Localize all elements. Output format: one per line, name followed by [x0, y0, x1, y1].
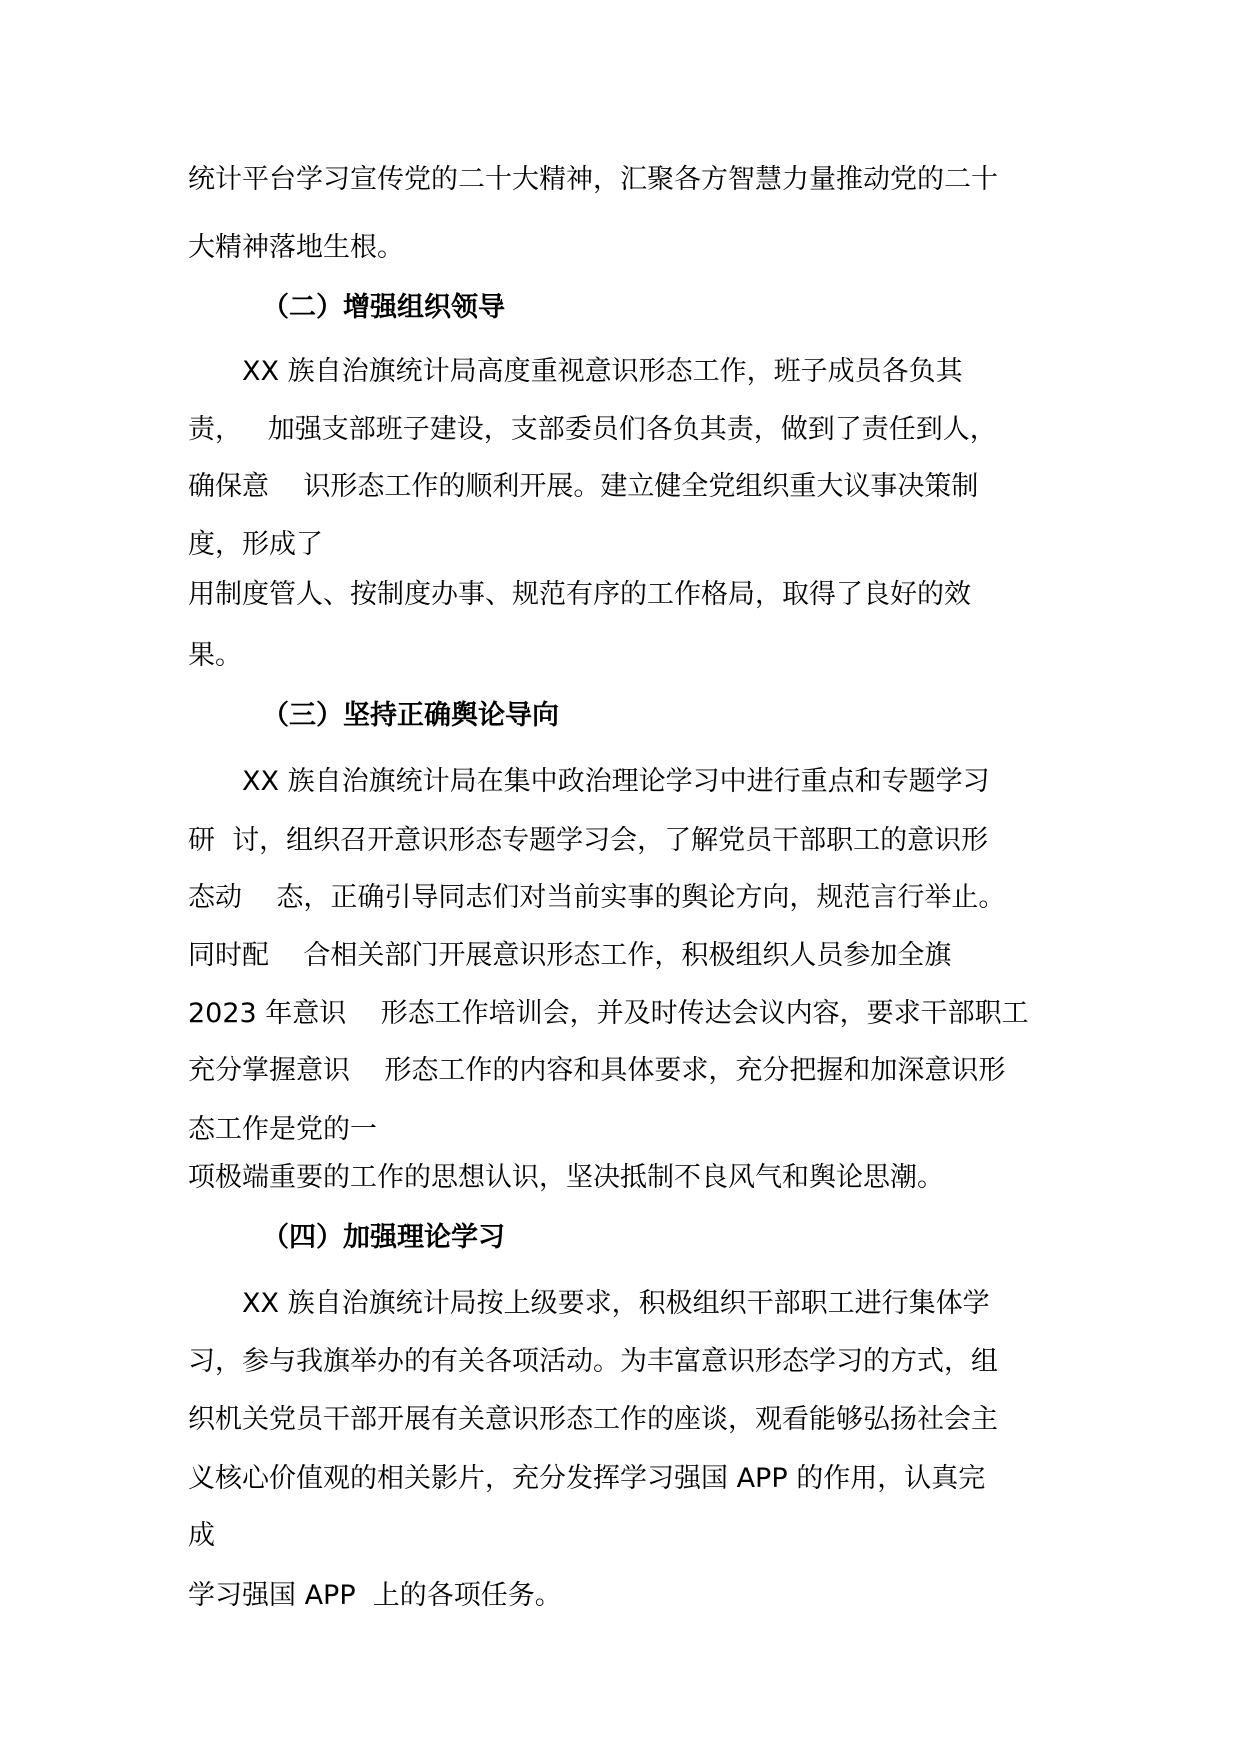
section-heading-3: （三）坚持正确舆论导向	[262, 700, 559, 731]
paragraph-3-line-1: XX 族自治旗统计局在集中政治理论学习中进行重点和专题学习	[242, 766, 990, 797]
section-heading-4: （四）加强理论学习	[262, 1222, 505, 1253]
paragraph-4-line-3: 织机关党员干部开展有关意识形态工作的座谈，观看能够弘扬社会主	[188, 1404, 998, 1435]
section-heading-2: （二）增强组织领导	[262, 292, 505, 323]
paragraph-2-line-2: 责， 加强支部班子建设，支部委员们各负其责，做到了责任到人，	[188, 414, 997, 445]
paragraph-2-line-6: 果。	[188, 640, 242, 671]
paragraph-3-line-7: 态工作是党的一	[188, 1114, 377, 1145]
paragraph-2-line-3: 确保意 识形态工作的顺利开展。建立健全党组织重大议事决策制	[188, 471, 979, 502]
paragraph-1-line-1: 统计平台学习宣传党的二十大精神，汇聚各方智慧力量推动党的二十	[188, 164, 998, 195]
paragraph-3-line-3: 态动 态，正确引导同志们对当前实事的舆论方向，规范言行举止。	[188, 882, 1006, 913]
paragraph-2-line-5: 用制度管人、按制度办事、规范有序的工作格局，取得了良好的效	[188, 579, 971, 610]
paragraph-3-line-4: 同时配 合相关部门开展意识形态工作，积极组织人员参加全旗	[188, 940, 952, 971]
paragraph-3-line-5: 2023 年意识 形态工作培训会，并及时传达会议内容，要求干部职工	[188, 998, 1029, 1029]
paragraph-4-line-5: 成	[188, 1520, 215, 1551]
paragraph-3-line-2: 研 讨，组织召开意识形态专题学习会，了解党员干部职工的意识形	[188, 825, 989, 856]
paragraph-4-line-6: 学习强国 APP 上的各项任务。	[188, 1580, 562, 1611]
paragraph-3-line-6: 充分掌握意识 形态工作的内容和具体要求，充分把握和加深意识形	[188, 1055, 1006, 1086]
paragraph-2-line-1: XX 族自治旗统计局高度重视意识形态工作，班子成员各负其	[242, 356, 963, 387]
paragraph-2-line-4: 度，形成了	[188, 529, 323, 560]
paragraph-4-line-1: XX 族自治旗统计局按上级要求，积极组织干部职工进行集体学	[242, 1288, 990, 1319]
paragraph-4-line-4: 义核心价值观的相关影片，充分发挥学习强国 APP 的作用，认真完	[188, 1463, 986, 1494]
paragraph-3-line-8: 项极端重要的工作的思想认识，坚决抵制不良风气和舆论思潮。	[188, 1162, 944, 1193]
paragraph-4-line-2: 习，参与我旗举办的有关各项活动。为丰富意识形态学习的方式，组	[188, 1346, 998, 1377]
paragraph-1-line-2: 大精神落地生根。	[188, 232, 404, 263]
